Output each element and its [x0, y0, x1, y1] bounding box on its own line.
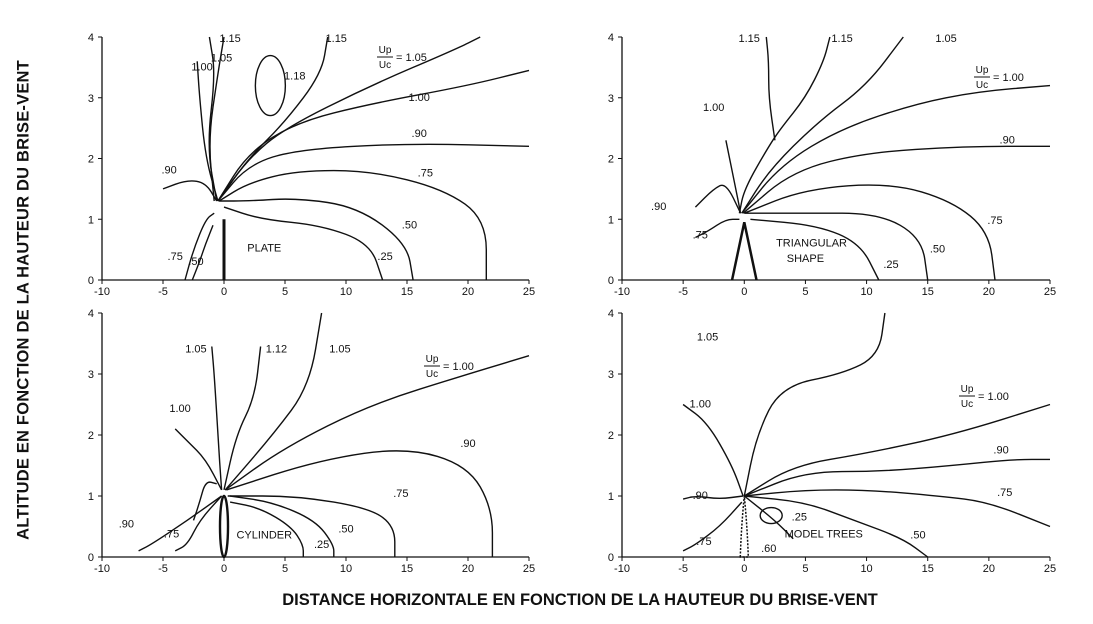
contour-line: [744, 313, 885, 496]
contour-label: .75: [417, 167, 433, 180]
contour-label: .75: [163, 528, 180, 541]
contour-line: [225, 356, 529, 490]
contour-line: [163, 181, 217, 201]
contour-label: .90: [161, 164, 177, 177]
ratio-value: = 1.00: [978, 391, 1009, 403]
contour-label: .25: [313, 538, 330, 551]
contour-line: [744, 185, 995, 280]
contour-label: .90: [411, 128, 427, 141]
x-tick-label: 5: [281, 286, 289, 298]
x-tick-label: 10: [339, 563, 353, 575]
panel-2: [88, 308, 535, 575]
y-tick-label: 1: [87, 214, 94, 227]
x-tick-label: -5: [678, 286, 689, 298]
y-tick-label: 3: [87, 92, 94, 105]
y-tick-label: 3: [607, 92, 614, 105]
contour-label: MODEL TREES: [784, 528, 863, 541]
x-tick-label: -5: [158, 563, 168, 575]
ratio-numerator: Up: [378, 45, 392, 56]
contour-label: 1.05: [185, 343, 207, 356]
model-trees-shape: [740, 496, 748, 557]
x-tick-label: -10: [614, 286, 630, 298]
panel-0: [88, 32, 535, 298]
y-tick-label: 4: [87, 32, 94, 44]
contour-line: [219, 199, 413, 280]
y-tick-label: 1: [87, 491, 94, 503]
contour-label: .50: [338, 523, 354, 536]
contour-label: .90: [999, 134, 1015, 147]
contour-line: [175, 429, 221, 490]
contour-label: .50: [188, 255, 204, 268]
y-tick-label: 4: [87, 308, 94, 320]
contour-label: 1.15: [831, 32, 853, 45]
x-tick-label: -10: [94, 563, 110, 575]
contour-label: 1.05: [696, 331, 719, 344]
x-tick-label: 20: [461, 563, 475, 575]
contour-line: [139, 496, 222, 551]
ratio-denominator: Uc: [425, 369, 439, 380]
x-tick-label: 0: [220, 563, 228, 575]
ratio-denominator: Uc: [378, 60, 392, 71]
x-tick-label: 0: [741, 286, 748, 298]
x-tick-label: 0: [741, 563, 748, 575]
contour-label: .25: [791, 511, 807, 524]
contour-label: CYLINDER: [236, 529, 293, 542]
x-tick-label: 25: [1043, 286, 1057, 298]
contour-label: TRIANGULAR: [776, 237, 847, 250]
x-tick-label: -5: [678, 563, 689, 575]
x-tick-label: -10: [94, 286, 110, 298]
contour-line: [683, 405, 743, 497]
x-tick-label: -10: [614, 563, 630, 575]
ratio-numerator: Up: [975, 65, 989, 76]
contour-label: .50: [910, 529, 926, 542]
contour-line: [219, 171, 486, 280]
contour-line: [750, 219, 878, 280]
y-tick-label: 0: [87, 552, 94, 564]
x-tick-label: -5: [158, 286, 168, 298]
y-tick-label: 0: [87, 275, 94, 287]
y-tick-label: 3: [87, 369, 94, 381]
contour-label: 1.05: [935, 32, 957, 45]
contour-label: 1.00: [703, 102, 725, 115]
y-tick-label: 4: [607, 308, 614, 320]
x-tick-label: 15: [921, 563, 934, 575]
contour-line: [212, 347, 222, 490]
contour-line: [726, 140, 741, 213]
contour-label: 1.12: [265, 343, 288, 356]
ratio-numerator: Up: [960, 384, 974, 395]
contour-label: .90: [993, 444, 1009, 457]
contour-label: .75: [987, 215, 1003, 228]
contour-line: [225, 313, 321, 490]
x-tick-label: 10: [860, 563, 873, 575]
ratio-denominator: Uc: [975, 80, 989, 91]
x-tick-label: 15: [400, 286, 414, 298]
contour-label: 1.00: [408, 91, 430, 104]
y-tick-label: 0: [607, 552, 614, 564]
panel-3: [608, 308, 1056, 575]
contour-label: .50: [929, 243, 946, 256]
contour-label: .25: [377, 250, 393, 263]
cylinder-shape: [220, 496, 228, 557]
contour-line: [218, 37, 480, 201]
ratio-value: = 1.05: [396, 52, 427, 64]
x-tick-label: 25: [1043, 563, 1057, 575]
closed-contour-0-25: [760, 508, 782, 524]
y-tick-label: 1: [607, 214, 614, 227]
y-tick-label: 2: [607, 430, 614, 442]
contour-label: .75: [696, 535, 712, 548]
x-tick-label: 0: [220, 286, 228, 298]
x-tick-label: 5: [802, 286, 809, 298]
contour-label: .50: [401, 219, 418, 232]
contour-line: [742, 86, 1050, 214]
contour-label: .75: [692, 229, 708, 242]
contour-label: 1.05: [210, 52, 233, 65]
contour-label: 1.15: [325, 32, 347, 45]
x-axis-title: DISTANCE HORIZONTALE EN FONCTION DE LA HAUTEUR DU BRISE-VENT: [282, 591, 878, 609]
panel-1: [608, 32, 1056, 298]
contour-label: 1.18: [284, 70, 306, 83]
contour-line: [743, 146, 1050, 213]
y-tick-label: 3: [607, 369, 614, 381]
contour-line: [197, 61, 218, 201]
contour-label: 1.15: [738, 32, 760, 45]
y-tick-label: 2: [87, 153, 94, 166]
x-tick-label: 25: [522, 286, 536, 298]
closed-contour-1-18: [255, 56, 285, 116]
x-tick-label: 25: [522, 563, 536, 575]
x-tick-label: 20: [461, 286, 475, 298]
y-axis-title: ALTITUDE EN FONCTION DE LA HAUTEUR DU BRISE-VENT: [14, 60, 33, 540]
contour-label: .75: [393, 488, 409, 501]
contour-label: 1.00: [169, 402, 191, 415]
contour-line: [228, 496, 395, 557]
contour-line: [192, 225, 213, 280]
x-tick-label: 20: [982, 286, 995, 298]
x-tick-label: 5: [802, 563, 809, 575]
ratio-denominator: Uc: [960, 399, 974, 410]
ratio-numerator: Up: [425, 354, 439, 365]
y-tick-label: 0: [607, 275, 614, 287]
contour-label: .75: [167, 250, 183, 263]
contour-label: .60: [761, 543, 777, 556]
contour-label: 1.00: [191, 61, 213, 74]
contour-label: 1.00: [689, 398, 711, 411]
ratio-value: = 1.00: [993, 72, 1024, 84]
ratio-value: = 1.00: [443, 361, 474, 373]
contour-label: .25: [883, 258, 899, 271]
triangular-shape: [732, 222, 756, 280]
x-tick-label: 10: [860, 286, 873, 298]
contour-line: [766, 37, 775, 140]
contour-label: 1.05: [329, 343, 351, 356]
contour-label: SHAPE: [786, 252, 825, 265]
x-tick-label: 15: [921, 286, 934, 298]
y-tick-label: 2: [607, 153, 614, 166]
x-tick-label: 15: [400, 563, 414, 575]
contour-label: .90: [651, 201, 667, 214]
contour-line: [185, 213, 214, 280]
contour-line: [695, 185, 740, 213]
contour-line: [218, 70, 529, 201]
x-tick-label: 5: [281, 563, 289, 575]
y-tick-label: 1: [607, 491, 614, 503]
contour-line: [683, 502, 742, 551]
contour-label: PLATE: [247, 242, 282, 255]
contour-label: .90: [118, 518, 135, 531]
y-tick-label: 2: [87, 430, 94, 442]
y-tick-label: 4: [607, 32, 614, 44]
contour-label: 1.15: [219, 32, 241, 45]
x-tick-label: 10: [339, 286, 353, 298]
contour-label: .90: [460, 438, 476, 451]
x-tick-label: 20: [982, 563, 995, 575]
contour-label: .75: [997, 487, 1013, 499]
contour-label: .90: [692, 490, 708, 503]
